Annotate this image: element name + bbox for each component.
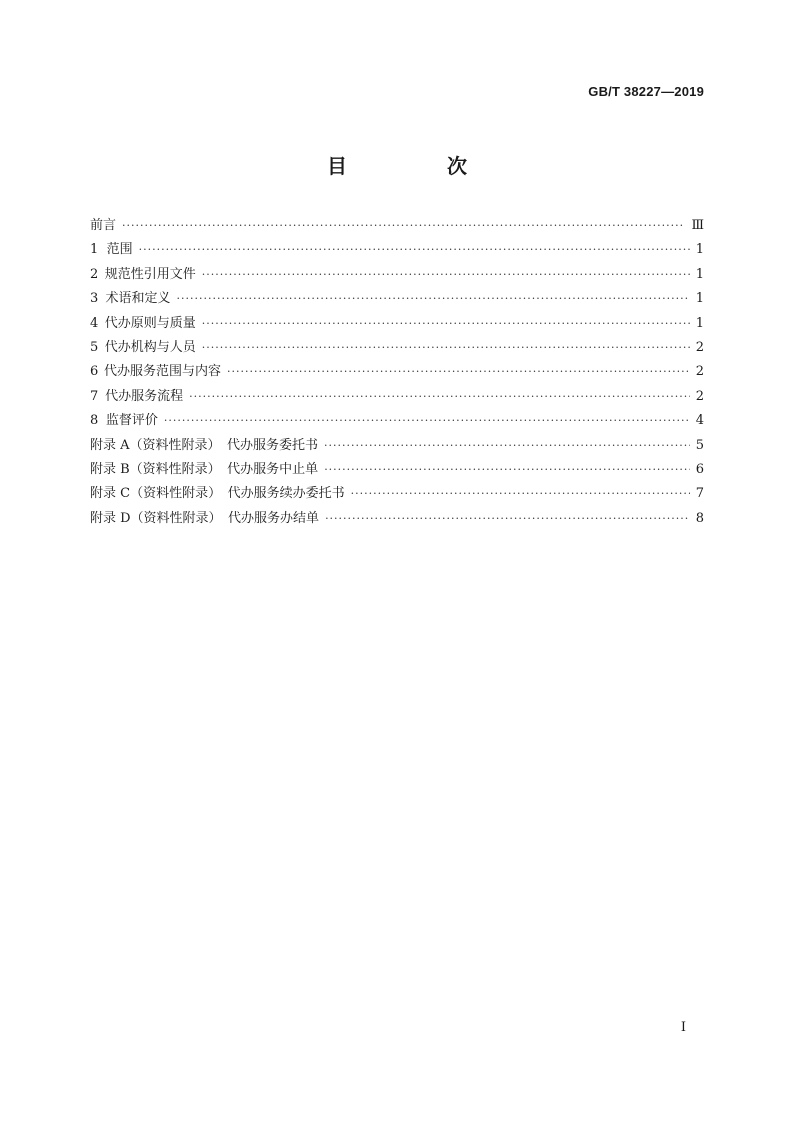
toc-entry-page: 8: [695, 510, 704, 526]
toc-leader-dots: [139, 238, 690, 262]
toc-entry-8[interactable]: [90, 409, 704, 433]
toc-entry-page: Ⅲ: [691, 218, 704, 233]
toc-leader-dots: [324, 434, 690, 458]
toc-entry-3[interactable]: [90, 287, 704, 311]
toc-entry-number: 2: [90, 266, 99, 282]
toc-leader-dots: [189, 385, 690, 409]
toc-entry-2[interactable]: [90, 263, 704, 287]
toc-leader-dots: [325, 507, 690, 531]
page-number: I: [680, 1020, 686, 1035]
toc-entry-number: 4: [90, 315, 99, 331]
toc-entry-page: 7: [695, 486, 704, 502]
toc-entry-page: 1: [695, 266, 704, 282]
toc-entry-5[interactable]: [90, 336, 704, 360]
toc-entry-number: 5: [90, 339, 99, 355]
toc-entry-7[interactable]: [90, 385, 704, 409]
toc-entry-number: 8: [90, 413, 99, 429]
toc-entry-text: 附录 B（资料性附录） 代办服务中止单: [90, 461, 319, 477]
toc-entry-text: 附录 C（资料性附录） 代办服务续办委托书: [90, 486, 345, 502]
toc-title: 目 次: [327, 154, 507, 178]
toc-entry-number: 3: [90, 291, 99, 307]
toc-leader-dots: [177, 287, 690, 311]
toc-entry-text: 术语和定义: [105, 291, 171, 307]
toc-entry-page: 2: [695, 388, 704, 404]
toc-entry-text: 范围: [106, 242, 133, 258]
toc-leader-dots: [122, 214, 685, 238]
toc-leader-dots: [202, 336, 690, 360]
toc-entry-text: 代办机构与人员: [104, 339, 196, 355]
toc-entry-page: 1: [695, 242, 704, 258]
toc-entry-page: 4: [695, 413, 704, 429]
toc-entry-number: 6: [90, 364, 99, 380]
toc-entry-6[interactable]: [90, 360, 704, 384]
toc-entry-text: 监督评价: [105, 413, 158, 429]
toc-entry-text: 附录 D（资料性附录） 代办服务办结单: [90, 510, 320, 526]
table-of-contents: [90, 214, 704, 531]
toc-entry-4[interactable]: [90, 312, 704, 336]
toc-entry-foreword[interactable]: [90, 214, 704, 238]
toc-entry-appendix-c[interactable]: [90, 482, 704, 506]
toc-leader-dots: [164, 409, 690, 433]
toc-entry-page: 2: [695, 339, 704, 355]
toc-entry-page: 6: [695, 461, 704, 477]
toc-entry-appendix-d[interactable]: [90, 507, 704, 531]
toc-entry-text: 规范性引用文件: [104, 266, 196, 282]
toc-entry-page: 2: [695, 364, 704, 380]
toc-leader-dots: [324, 458, 690, 482]
toc-leader-dots: [202, 312, 690, 336]
toc-leader-dots: [351, 482, 690, 506]
toc-leader-dots: [202, 263, 690, 287]
toc-entry-number: 1: [90, 242, 99, 258]
toc-entry-text: 代办服务范围与内容: [103, 364, 221, 380]
toc-entry-number: 7: [90, 388, 99, 404]
toc-entry-text: 代办服务流程: [105, 388, 184, 404]
document-code: GB/T 38227—2019: [588, 84, 704, 99]
toc-entry-1[interactable]: [90, 238, 704, 262]
toc-entry-appendix-a[interactable]: [90, 434, 704, 458]
toc-entry-text: 附录 A（资料性附录） 代办服务委托书: [90, 437, 319, 453]
toc-entry-page: 1: [695, 291, 704, 307]
toc-leader-dots: [227, 360, 690, 384]
toc-entry-page: 5: [695, 437, 704, 453]
toc-entry-page: 1: [695, 315, 704, 331]
toc-entry-text: 前言: [90, 218, 117, 233]
toc-entry-appendix-b[interactable]: [90, 458, 704, 482]
toc-entry-text: 代办原则与质量: [104, 315, 196, 331]
